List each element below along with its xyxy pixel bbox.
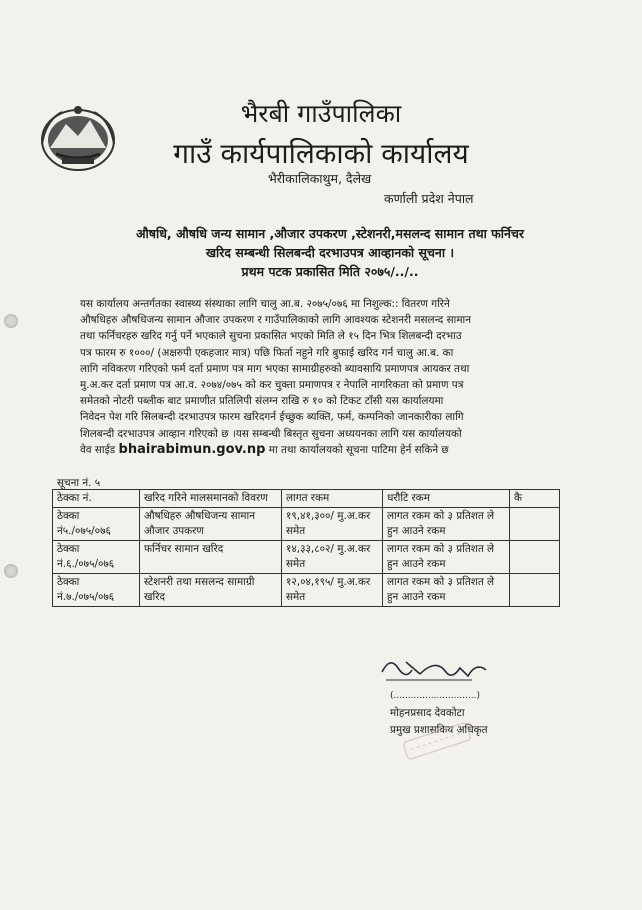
cost-amount: १४,३३,८०२/ मु.अ.कर समेत (282, 541, 383, 574)
signatory-name: मोहनप्रसाद देवकोटा (390, 707, 465, 719)
contract-number: ठेक्का नं.६./०७५/०७६ (53, 541, 140, 574)
header-cell: ठेक्का नं. (53, 490, 140, 508)
body-line (80, 442, 585, 458)
signatory-title: प्रमुख प्रशासकिय अधिकृत (390, 724, 488, 736)
punch-hole-icon (4, 564, 18, 578)
remarks (510, 541, 560, 574)
tender-table (52, 489, 560, 607)
punch-hole-icon (4, 314, 18, 328)
body-line: शिलबन्दी दरभाउपत्र आव्हान गरिएको छ ।यस सम्बन्धी बिस्तृत सुचना अध्ययनका लागि यस कार्यालयको (80, 427, 462, 440)
remarks (510, 574, 560, 607)
deposit-amount: लागत रकम को ३ प्रतिशत ले हुन आउने रकम (383, 574, 510, 607)
body-line: निवेदन पेश गरि सिलबन्दी दरभाउपत्र फारम खरिदगर्न ईच्छुक ब्यक्ति, फर्म, कम्पनिको जानकारीका लागि (80, 411, 464, 424)
body-line: मु.अ.कर दर्ता प्रमाण पत्र आ.व. २०७४/०७५ को कर चुक्ता प्रमाणपत्र र नेपालि नागरिकता को प्रमाण पत्र (80, 379, 464, 392)
subject-line: औषधि, औषधि जन्य सामान ,औजार उपकरण ,स्टेशनरी,मसलन्द सामान तथा फर्निचर (135, 226, 525, 241)
remarks (510, 508, 560, 541)
header-cell: लागत रकम (282, 490, 383, 508)
item-description: औषधिहरु औषधिजन्य सामान औजार उपकरण (140, 508, 282, 541)
office-name: गाउँ कार्यपालिकाको कार्यालय (173, 137, 469, 170)
body-line: तथा फर्निचरहरु खरिद गर्नु पर्ने भएकाले सुचना प्रकासित भएको मिति ले १५ दिन भित्र शिलबन्दी दरभाउ (80, 330, 462, 343)
body-line: यस कार्यालय अन्तर्गतका स्वास्थ्य संस्थाका लागि चालु आ.ब. २०७५/०७६ मा निशुल्क:: वितरण गरिने (80, 298, 450, 310)
notice-subject (60, 224, 600, 281)
notice-body (80, 296, 585, 458)
table-row (53, 541, 560, 574)
header-cell: कै (510, 490, 560, 508)
website-prefix: वेव साईड (80, 443, 116, 456)
municipality-name: भैरबी गाउँपालिका (240, 99, 402, 128)
contract-number: ठेक्का नं.७./०७५/०७६ (53, 574, 140, 607)
province-name: कर्णाली प्रदेश नेपाल (384, 191, 474, 206)
body-line: पत्र फारम रु १०००/ (अक्षरुपी एकहजार मात्र) पछि फिर्ता नहुने गरि बुफाई खरिद गर्न चालु आ.ब. का (80, 346, 454, 359)
body-line: समेतको नोटरी पब्लीक बाट प्रमाणीत प्रतिलिपी संलग्न राखि रु १० को टिकट टाँसी यस कार्यालयमा (80, 395, 444, 408)
table-row (53, 574, 560, 607)
signature-line: (.............................) (390, 691, 480, 701)
cost-amount: १९,४१,३००/ मु.अ.कर समेत (282, 508, 383, 541)
deposit-amount: लागत रकम को ३ प्रतिशत ले हुन आउने रकम (383, 541, 510, 574)
website-suffix: मा तथा कार्यालयको सूचना पाटिमा हेर्न सकिने छ (268, 443, 449, 456)
deposit-amount: लागत रकम को ३ प्रतिशत ले हुन आउने रकम (383, 508, 510, 541)
table-row (53, 508, 560, 541)
cost-amount: १२,०४,१९५/ मु.अ.कर समेत (282, 574, 383, 607)
header-cell: धरौटि रकम (383, 490, 510, 508)
item-description: फर्निचर सामान खरिद (140, 541, 282, 574)
subject-line: खरिद सम्बन्धी सिलबन्दी दरभाउपत्र आव्हानको सूचना । (205, 245, 455, 260)
handwritten-signature (376, 650, 496, 690)
office-address: भैरीकालिकाथुम, दैलेख (268, 171, 372, 186)
notice-number: सूचना नं. ५ (57, 477, 101, 489)
table-header-row (53, 490, 560, 508)
item-description: स्टेशनरी तथा मसलन्द सामाग्री खरिद (140, 574, 282, 607)
header-cell: खरिद गरिने मालसमानको विवरण (140, 490, 282, 508)
website-link[interactable]: bhairabimun.gov.np (118, 441, 266, 457)
contract-number: ठेक्का नं५./०७५/०७६ (53, 508, 140, 541)
body-line: औषधिहरु औषधिजन्य सामान औजार उपकरण र गाउँपालिकाको लागि आवश्यक स्टेशनरी मसलन्द सामान (80, 314, 472, 327)
publication-date: प्रथम पटक प्रकासित मिति २०७५/../.. (241, 264, 419, 279)
body-line: लागि नविकरण गरिएको फर्म दर्ता प्रमाण पत्र माग भएका सामाग्रीहरुको ब्यावसायि प्रमाणपत्र आयकर तथा (80, 362, 470, 375)
